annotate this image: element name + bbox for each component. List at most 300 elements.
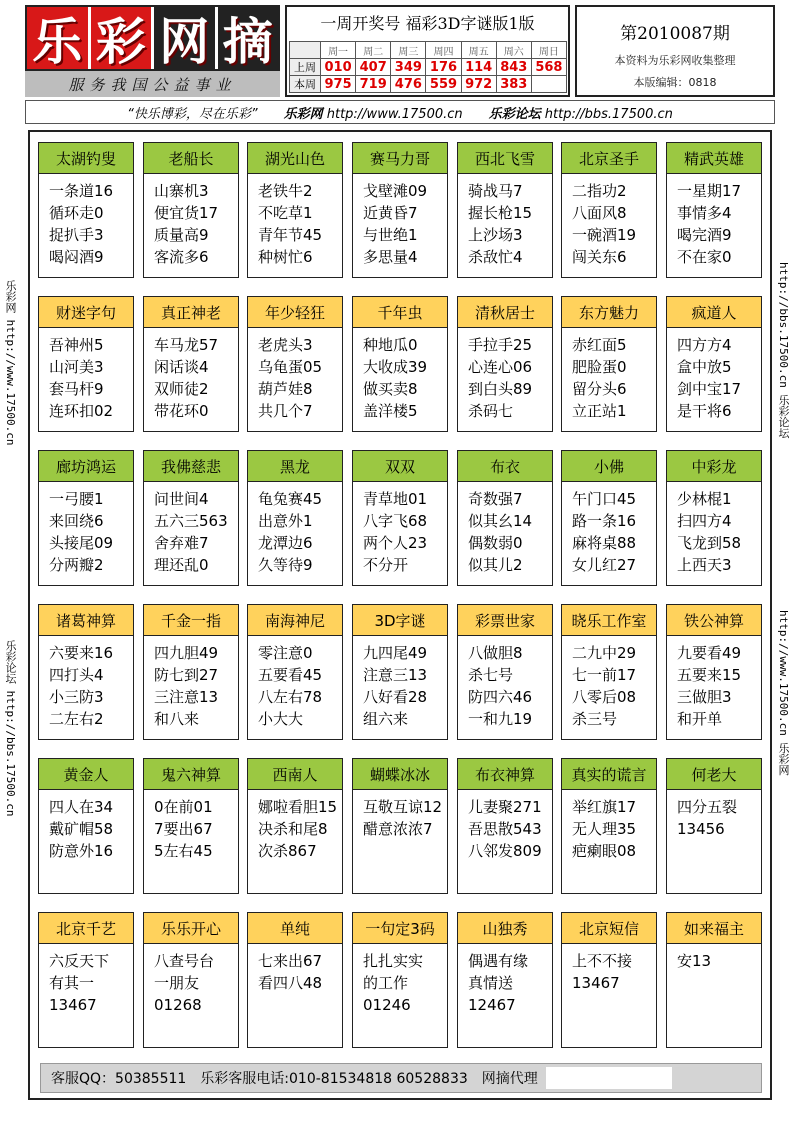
card-line: 四人在34 <box>49 798 114 816</box>
card-line: 偶遇有缘 <box>468 952 529 970</box>
card-title: 北京圣手 <box>562 143 656 174</box>
card-line: 八左右78 <box>258 688 323 706</box>
row-label: 本周 <box>290 76 321 93</box>
card-line: 杀敌忙4 <box>468 248 523 266</box>
side-text-right-top: http://bbs.17500.cn 乐彩论坛 <box>777 262 790 439</box>
card-line: 山河美3 <box>49 358 104 376</box>
card-title: 精武英雄 <box>667 143 761 174</box>
card-lines <box>458 328 552 422</box>
card-line: 八零后08 <box>572 688 637 706</box>
issue-panel <box>575 5 775 97</box>
card-line: 杀码七 <box>468 402 514 420</box>
site2-name: 乐彩论坛 <box>488 106 541 122</box>
riddle-card <box>666 758 762 894</box>
card-lines <box>39 328 133 422</box>
riddle-card <box>561 296 657 432</box>
card-title: 千金一指 <box>144 605 238 636</box>
card-line: 葫芦娃8 <box>258 380 313 398</box>
service-phone: 乐彩客服电话:010-81534818 60528833 <box>200 1071 468 1087</box>
slogan: 服务我国公益事业 <box>25 71 280 97</box>
day-header: 周日 <box>531 42 566 59</box>
card-title: 东方魅力 <box>562 297 656 328</box>
draw-number <box>531 76 566 93</box>
card-lines <box>248 636 342 730</box>
card-title: 小佛 <box>562 451 656 482</box>
riddle-card <box>143 604 239 740</box>
card-line: 似其儿2 <box>468 556 523 574</box>
card-line: 心连心06 <box>468 358 533 376</box>
card-line: 防意外16 <box>49 842 114 860</box>
card-lines <box>144 636 238 730</box>
card-line: 种地瓜0 <box>363 336 418 354</box>
card-line: 立正站1 <box>572 402 627 420</box>
card-lines <box>144 174 238 268</box>
draw-corner <box>290 42 321 59</box>
draw-number: 383 <box>496 76 531 93</box>
card-title: 清秋居士 <box>458 297 552 328</box>
riddle-card <box>38 142 134 278</box>
card-line: 注意三13 <box>363 666 428 684</box>
riddle-card <box>457 142 553 278</box>
card-lines <box>39 174 133 268</box>
card-title: 北京千艺 <box>39 913 133 944</box>
card-line: 八查号台 <box>154 952 215 970</box>
card-line: 13456 <box>677 820 725 838</box>
card-line: 似其幺14 <box>468 512 533 530</box>
riddle-card <box>143 296 239 432</box>
card-lines <box>39 944 133 1016</box>
card-lines <box>353 636 447 730</box>
card-line: 有其一 <box>49 974 95 992</box>
card-lines <box>39 636 133 730</box>
card-line: 路一条16 <box>572 512 637 530</box>
card-title: 双双 <box>353 451 447 482</box>
card-line: 龙潭边6 <box>258 534 313 552</box>
card-lines <box>353 790 447 840</box>
site2-url: http://bbs.17500.cn <box>544 106 673 122</box>
card-title: 铁公神算 <box>667 605 761 636</box>
card-line: 杀三号 <box>572 710 618 728</box>
card-line: 扎扎实实 <box>363 952 424 970</box>
riddle-card <box>561 758 657 894</box>
riddle-card <box>352 604 448 740</box>
card-line: 0在前01 <box>154 798 213 816</box>
card-line: 举红旗17 <box>572 798 637 816</box>
card-title: 千年虫 <box>353 297 447 328</box>
card-line: 和八来 <box>154 710 200 728</box>
card-title: 如来福主 <box>667 913 761 944</box>
card-line: 安13 <box>677 952 712 970</box>
card-line: 上沙场3 <box>468 226 523 244</box>
draw-number: 975 <box>321 76 356 93</box>
riddle-card <box>247 912 343 1048</box>
card-line: 循环走0 <box>49 204 104 222</box>
card-line: 共几个7 <box>258 402 313 420</box>
card-line: 一朋友 <box>154 974 200 992</box>
card-line: 和开单 <box>677 710 723 728</box>
card-line: 老虎头3 <box>258 336 313 354</box>
card-title: 太湖钓叟 <box>39 143 133 174</box>
site1-name: 乐彩网 <box>283 106 323 122</box>
card-line: 质量高9 <box>154 226 209 244</box>
riddle-card <box>38 296 134 432</box>
riddle-card <box>457 450 553 586</box>
card-line: 不分开 <box>363 556 409 574</box>
card-line: 四方方4 <box>677 336 732 354</box>
card-line: 的工作 <box>363 974 409 992</box>
card-line: 多思量4 <box>363 248 418 266</box>
card-line: 12467 <box>468 996 516 1014</box>
riddle-card <box>143 450 239 586</box>
riddle-card <box>352 450 448 586</box>
card-line: 出意外1 <box>258 512 313 530</box>
card-line: 戴矿帽58 <box>49 820 114 838</box>
card-line: 头接尾09 <box>49 534 114 552</box>
riddle-card <box>247 142 343 278</box>
card-line: 少林棍1 <box>677 490 732 508</box>
card-line: 组六来 <box>363 710 409 728</box>
card-lines <box>39 482 133 576</box>
card-title: 布衣 <box>458 451 552 482</box>
card-line: 次杀867 <box>258 842 317 860</box>
card-line: 八好看28 <box>363 688 428 706</box>
card-line: 剑中宝17 <box>677 380 742 398</box>
card-line: 13467 <box>572 974 620 992</box>
riddle-card <box>247 296 343 432</box>
card-line: 二左右2 <box>49 710 104 728</box>
card-line: 一和九19 <box>468 710 533 728</box>
card-line: 分两瓣2 <box>49 556 104 574</box>
riddle-card <box>143 912 239 1048</box>
issue-editor: 本版编辑：0818 <box>633 76 717 89</box>
riddle-card <box>143 142 239 278</box>
card-line: 与世绝1 <box>363 226 418 244</box>
card-lines <box>562 790 656 862</box>
card-line: 乌龟蛋05 <box>258 358 323 376</box>
card-line: 赤红面5 <box>572 336 627 354</box>
card-lines <box>458 944 552 1016</box>
card-line: 问世间4 <box>154 490 209 508</box>
day-header: 周二 <box>356 42 391 59</box>
card-lines <box>667 944 761 972</box>
logo-char: 彩 <box>91 7 155 69</box>
card-line: 不在家0 <box>677 248 732 266</box>
riddle-card <box>457 296 553 432</box>
card-title: 晓乐工作室 <box>562 605 656 636</box>
riddle-card <box>38 604 134 740</box>
card-line: 带花环0 <box>154 402 209 420</box>
draw-table <box>289 41 567 93</box>
card-line: 上西天3 <box>677 556 732 574</box>
card-line: 骑战马7 <box>468 182 523 200</box>
draw-number: 568 <box>531 59 566 76</box>
card-line: 喝完酒9 <box>677 226 732 244</box>
card-title: 老船长 <box>144 143 238 174</box>
card-lines <box>144 328 238 422</box>
card-lines <box>39 790 133 862</box>
card-title: 我佛慈悲 <box>144 451 238 482</box>
card-title: 疯道人 <box>667 297 761 328</box>
riddle-card <box>666 142 762 278</box>
card-line: 四打头4 <box>49 666 104 684</box>
card-line: 来回绕6 <box>49 512 104 530</box>
card-title: 单纯 <box>248 913 342 944</box>
card-line: 事情多4 <box>677 204 732 222</box>
card-title: 诸葛神算 <box>39 605 133 636</box>
card-line: 手拉手25 <box>468 336 533 354</box>
agent-box <box>546 1067 672 1089</box>
card-line: 理还乱0 <box>154 556 209 574</box>
riddle-card <box>38 450 134 586</box>
card-lines <box>458 174 552 268</box>
riddle-card <box>247 758 343 894</box>
card-title: 乐乐开心 <box>144 913 238 944</box>
draw-number: 559 <box>426 76 461 93</box>
card-line: 二九中29 <box>572 644 637 662</box>
card-line: 7要出67 <box>154 820 213 838</box>
riddle-card <box>247 604 343 740</box>
card-line: 一星期17 <box>677 182 742 200</box>
card-lines <box>458 482 552 576</box>
draw-number: 010 <box>321 59 356 76</box>
card-line: 连环扣02 <box>49 402 114 420</box>
card-line: 九要看49 <box>677 644 742 662</box>
draw-number: 349 <box>391 59 426 76</box>
card-title: 西南人 <box>248 759 342 790</box>
draw-number: 407 <box>356 59 391 76</box>
card-line: 01246 <box>363 996 411 1014</box>
card-line: 吾思散543 <box>468 820 542 838</box>
card-title: 真正神老 <box>144 297 238 328</box>
site1-link[interactable] <box>284 103 463 122</box>
card-line: 扫四方4 <box>677 512 732 530</box>
card-line: 无人理35 <box>572 820 637 838</box>
card-lines <box>562 174 656 268</box>
card-line: 盖洋楼5 <box>363 402 418 420</box>
card-line: 戈壁滩09 <box>363 182 428 200</box>
draw-number: 719 <box>356 76 391 93</box>
card-line: 小大大 <box>258 710 304 728</box>
draw-title: 一周开奖号 福彩3D字谜版1版 <box>320 14 535 33</box>
site1-url: http://www.17500.cn <box>326 106 463 122</box>
card-line: 七来出67 <box>258 952 323 970</box>
card-line: 麻将桌88 <box>572 534 637 552</box>
riddle-card <box>666 296 762 432</box>
card-line: 一碗酒19 <box>572 226 637 244</box>
card-line: 青草地01 <box>363 490 428 508</box>
card-line: 肥脸蛋0 <box>572 358 627 376</box>
card-title: 西北飞雪 <box>458 143 552 174</box>
riddle-card <box>38 912 134 1048</box>
card-title: 鬼六神算 <box>144 759 238 790</box>
card-line: 疤瘌眼08 <box>572 842 637 860</box>
card-lines <box>458 636 552 730</box>
card-line: 八做胆8 <box>468 644 523 662</box>
card-lines <box>248 174 342 268</box>
card-title: 湖光山色 <box>248 143 342 174</box>
riddle-card <box>561 450 657 586</box>
card-line: 八面风8 <box>572 204 627 222</box>
card-line: 真情送 <box>468 974 514 992</box>
card-lines <box>248 482 342 576</box>
riddle-card <box>352 912 448 1048</box>
card-lines <box>144 790 238 862</box>
card-line: 不吃草1 <box>258 204 313 222</box>
card-line: 盒中放5 <box>677 358 732 376</box>
card-lines <box>248 790 342 862</box>
draw-row-last-week <box>290 59 567 76</box>
card-line: 大收成39 <box>363 358 428 376</box>
day-header: 周五 <box>461 42 496 59</box>
card-line: 到白头89 <box>468 380 533 398</box>
card-line: 四九胆49 <box>154 644 219 662</box>
card-title: 赛马力哥 <box>353 143 447 174</box>
card-title: 年少轻狂 <box>248 297 342 328</box>
card-line: 一条道16 <box>49 182 114 200</box>
card-title: 中彩龙 <box>667 451 761 482</box>
card-lines <box>562 944 656 994</box>
card-lines <box>562 482 656 576</box>
card-line: 互敬互谅12 <box>363 798 443 816</box>
card-line: 杀七号 <box>468 666 514 684</box>
card-line: 上不不接 <box>572 952 633 970</box>
draw-number: 843 <box>496 59 531 76</box>
card-title: 3D字谜 <box>353 605 447 636</box>
card-line: 五要来15 <box>677 666 742 684</box>
motto-quote: “快乐博彩，尽在乐彩” <box>127 106 258 122</box>
card-line: 山寨机3 <box>154 182 209 200</box>
card-line: 老铁牛2 <box>258 182 313 200</box>
site2-link[interactable] <box>489 103 673 122</box>
card-title: 廊坊鸿运 <box>39 451 133 482</box>
riddle-card <box>561 912 657 1048</box>
card-lines <box>562 328 656 422</box>
card-line: 儿妻聚271 <box>468 798 542 816</box>
card-line: 双师徒2 <box>154 380 209 398</box>
card-lines <box>667 174 761 268</box>
card-line: 六要来16 <box>49 644 114 662</box>
day-header: 周一 <box>321 42 356 59</box>
footer-bar <box>40 1063 762 1093</box>
card-line: 01268 <box>154 996 202 1014</box>
card-line: 二指功2 <box>572 182 627 200</box>
card-lines <box>353 174 447 268</box>
card-title: 黄金人 <box>39 759 133 790</box>
card-line: 四分五裂 <box>677 798 738 816</box>
card-line: 偶数弱0 <box>468 534 523 552</box>
riddle-card <box>561 604 657 740</box>
card-lines <box>353 944 447 1016</box>
riddle-card <box>352 296 448 432</box>
side-text-left-top: 乐彩网 http://www.17500.cn <box>4 280 17 446</box>
card-line: 闲话谈4 <box>154 358 209 376</box>
riddle-card <box>457 758 553 894</box>
card-title: 黑龙 <box>248 451 342 482</box>
card-line: 看四八48 <box>258 974 323 992</box>
card-lines <box>248 328 342 422</box>
agent-label: 网摘代理 <box>481 1071 538 1087</box>
card-lines <box>144 944 238 1016</box>
card-lines <box>667 328 761 422</box>
card-line: 一弓腰1 <box>49 490 104 508</box>
card-line: 女儿红27 <box>572 556 637 574</box>
logo-char: 摘 <box>218 7 279 69</box>
service-qq: 客服QQ：50385511 <box>51 1071 187 1087</box>
card-line: 小三防3 <box>49 688 104 706</box>
card-line: 套马杆9 <box>49 380 104 398</box>
card-line: 是干将6 <box>677 402 732 420</box>
card-lines <box>667 636 761 730</box>
draw-number: 114 <box>461 59 496 76</box>
riddle-card <box>457 604 553 740</box>
card-line: 防四六46 <box>468 688 533 706</box>
card-title: 真实的谎言 <box>562 759 656 790</box>
draw-number: 972 <box>461 76 496 93</box>
card-title: 山独秀 <box>458 913 552 944</box>
card-line: 久等待9 <box>258 556 313 574</box>
card-lines <box>667 790 761 840</box>
motto-bar <box>25 100 775 124</box>
card-lines <box>458 790 552 862</box>
side-text-left-bottom: 乐彩论坛 http://bbs.17500.cn <box>4 640 17 817</box>
card-line: 三做胆3 <box>677 688 732 706</box>
riddle-card <box>666 450 762 586</box>
card-line: 决杀和尾8 <box>258 820 328 838</box>
draw-number: 176 <box>426 59 461 76</box>
card-line: 三注意13 <box>154 688 219 706</box>
day-header: 周三 <box>391 42 426 59</box>
card-title: 彩票世家 <box>458 605 552 636</box>
card-line: 客流多6 <box>154 248 209 266</box>
card-line: 便宜货17 <box>154 204 219 222</box>
card-title: 南海神尼 <box>248 605 342 636</box>
card-line: 五要看45 <box>258 666 323 684</box>
card-line: 两个人23 <box>363 534 428 552</box>
card-line: 九四尾49 <box>363 644 428 662</box>
card-title: 一句定3码 <box>353 913 447 944</box>
draw-row-this-week <box>290 76 567 93</box>
card-line: 龟兔赛45 <box>258 490 323 508</box>
draw-results-panel <box>285 5 570 97</box>
card-line: 八邻发809 <box>468 842 542 860</box>
card-lines <box>353 328 447 422</box>
card-line: 午门口45 <box>572 490 637 508</box>
draw-days-row <box>290 42 567 59</box>
card-line: 吾神州5 <box>49 336 104 354</box>
card-line: 13467 <box>49 996 97 1014</box>
card-line: 车马龙57 <box>154 336 219 354</box>
card-title: 布衣神算 <box>458 759 552 790</box>
issue-number: 第2010087期 <box>620 24 730 44</box>
riddle-card <box>666 912 762 1048</box>
logo-char: 网 <box>154 7 218 69</box>
card-line: 捉扒手3 <box>49 226 104 244</box>
card-title: 蝴蝶冰冰 <box>353 759 447 790</box>
card-lines <box>562 636 656 730</box>
card-line: 做买卖8 <box>363 380 418 398</box>
riddle-card <box>38 758 134 894</box>
card-line: 舍弃难7 <box>154 534 209 552</box>
card-line: 醋意浓浓7 <box>363 820 433 838</box>
card-line: 青年节45 <box>258 226 323 244</box>
riddle-card <box>666 604 762 740</box>
riddle-card <box>352 758 448 894</box>
card-line: 防七到27 <box>154 666 219 684</box>
card-line: 留分头6 <box>572 380 627 398</box>
day-header: 周六 <box>496 42 531 59</box>
card-line: 五六三563 <box>154 512 228 530</box>
card-line: 零注意0 <box>258 644 313 662</box>
